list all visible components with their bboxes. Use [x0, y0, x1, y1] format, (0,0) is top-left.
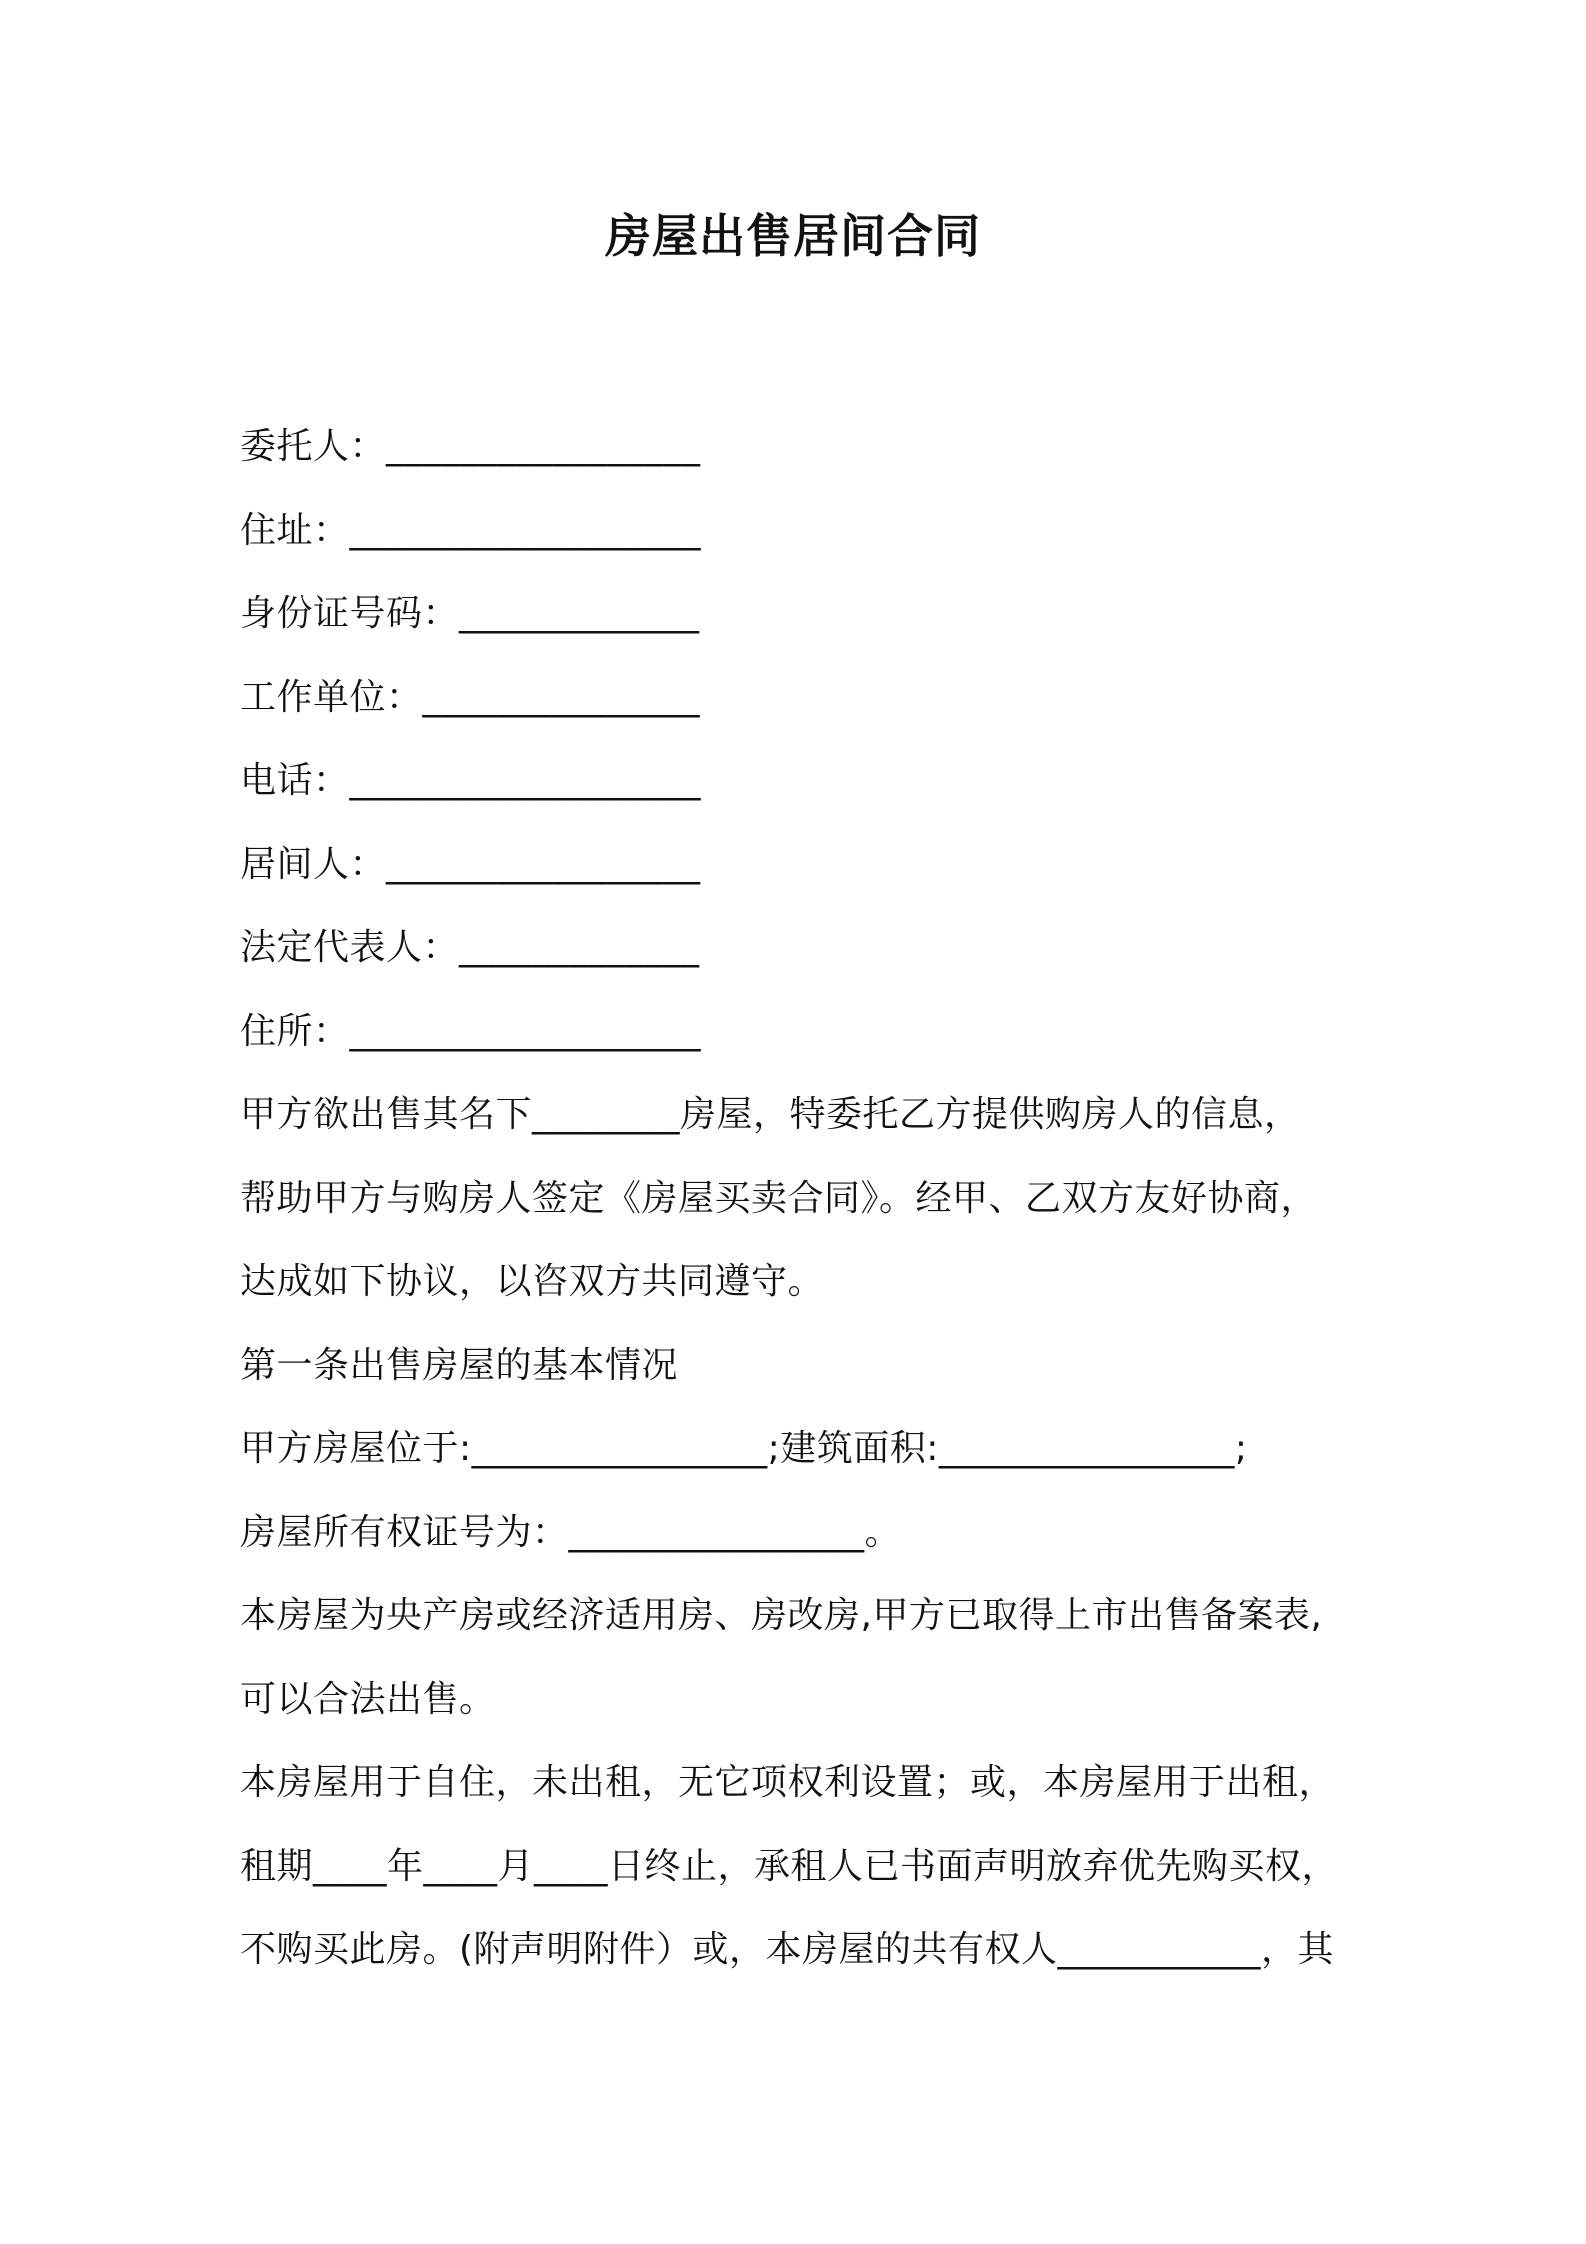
article-1-property-type-line-2: 可以合法出售。: [240, 1678, 496, 1720]
article-1-heading: 第一条出售房屋的基本情况: [240, 1344, 679, 1386]
article-1-usage-line-3: 不购买此房。(附声明附件）或，本房屋的共有权人___________，其: [240, 1929, 1335, 1970]
paragraph-intro-line-3: 达成如下协议，以咨双方共同遵守。: [240, 1261, 825, 1302]
article-1-certificate-number: 房屋所有权证号为：________________。: [240, 1511, 902, 1553]
field-phone: 电话：___________________: [240, 760, 702, 801]
field-legal-representative: 法定代表人：_____________: [240, 927, 700, 968]
article-1-location-area: 甲方房屋位于:________________;建筑面积:________________;: [240, 1428, 1248, 1469]
field-id-number: 身份证号码：_____________: [240, 593, 700, 634]
paragraph-intro-line-2: 帮助甲方与购房人签定《房屋买卖合同》。经甲、乙双方友好协商，: [240, 1177, 1318, 1219]
article-1-usage-line-2: 租期____年____月____日终止，承租人已书面声明放弃优先购买权，: [240, 1845, 1339, 1887]
field-principal: 委托人：_________________: [240, 426, 701, 467]
article-1-usage-line-1: 本房屋用于自住，未出租，无它项权利设置；或，本房屋用于出租，: [240, 1762, 1336, 1803]
paragraph-intro-line-1: 甲方欲出售其名下________房屋，特委托乙方提供购房人的信息，: [240, 1094, 1301, 1135]
article-1-property-type-line-1: 本房屋为央产房或经济适用房、房改房,甲方已取得上市出售备案表,: [240, 1595, 1323, 1636]
field-residence: 住所：___________________: [240, 1010, 702, 1052]
field-workplace: 工作单位：_______________: [240, 676, 701, 718]
field-intermediary: 居间人：_________________: [240, 843, 701, 885]
field-address: 住址：___________________: [240, 509, 702, 551]
document-body: [240, 405, 1360, 1992]
document-title: 房屋出售居间合同: [605, 209, 981, 263]
